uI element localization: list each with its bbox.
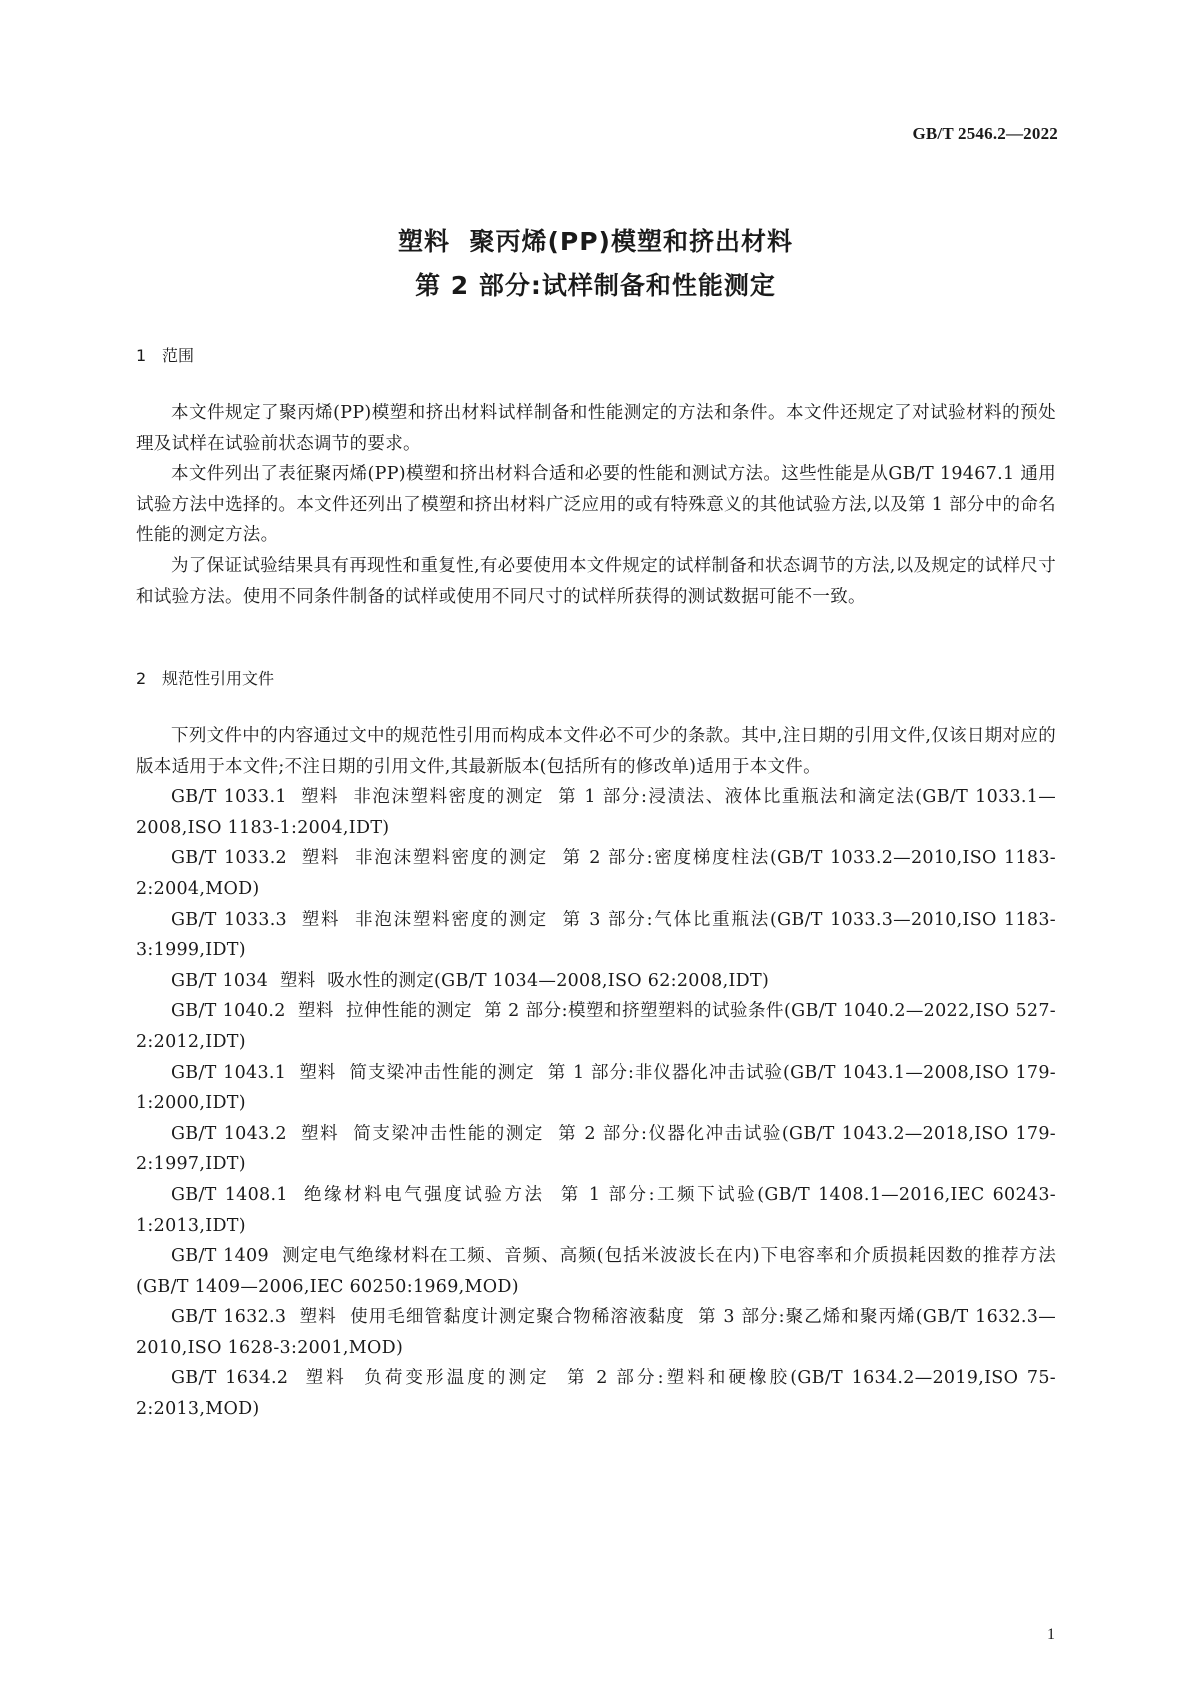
section-2-title: 规范性引用文件 — [162, 669, 275, 688]
reference-entry: GB/T 1409 测定电气绝缘材料在工频、音频、高频(包括米波波长在内)下电容率和介质损耗因数的推荐方法(GB/T 1409—2006,IEC 60250:1969,MOD) — [136, 1246, 1056, 1297]
section-2-heading — [136, 668, 274, 690]
section-1-number: 1 — [136, 346, 147, 365]
reference-entry: GB/T 1634.2 塑料 负荷变形温度的测定 第 2 部分:塑料和硬橡胶(GB/T 1634.2—2019,ISO 75-2:2013,MOD) — [136, 1368, 1056, 1420]
reference-entry: GB/T 1043.2 塑料 简支梁冲击性能的测定 第 2 部分:仪器化冲击试验(GB/T 1043.2—2018,ISO 179-2:1997,IDT) — [136, 1123, 1056, 1175]
section-1-body — [136, 398, 1056, 612]
reference-entry: GB/T 1043.1 塑料 简支梁冲击性能的测定 第 1 部分:非仪器化冲击试验(GB/T 1043.1—2008,ISO 179-1:2000,IDT) — [136, 1062, 1056, 1114]
section-2-number: 2 — [136, 669, 147, 688]
reference-entry: GB/T 1040.2 塑料 拉伸性能的测定 第 2 部分:模塑和挤塑塑料的试验条件(GB/T 1040.2—2022,ISO 527-2:2012,IDT) — [136, 1001, 1056, 1052]
standard-number: GB/T 2546.2—2022 — [912, 124, 1058, 143]
reference-entry: GB/T 1632.3 塑料 使用毛细管黏度计测定聚合物稀溶液黏度 第 3 部分:聚乙烯和聚丙烯(GB/T 1632.3—2010,ISO 1628-3:2001,MOD) — [136, 1307, 1056, 1358]
section-2-intro: 下列文件中的内容通过文中的规范性引用而构成本文件必不可少的条款。其中,注日期的引用文件,仅该日期对应的版本适用于本文件;不注日期的引用文件,其最新版本(包括所有的修改单)适用于本文件。 — [136, 726, 1056, 777]
reference-entry: GB/T 1033.1 塑料 非泡沫塑料密度的测定 第 1 部分:浸渍法、液体比重瓶法和滴定法(GB/T 1033.1—2008,ISO 1183-1:2004,IDT) — [136, 787, 1056, 838]
section-1-paragraph: 本文件列出了表征聚丙烯(PP)模塑和挤出材料合适和必要的性能和测试方法。这些性能是从GB/T 19467.1 通用试验方法中选择的。本文件还列出了模塑和挤出材料广泛应用的或有特殊意义的其他试验方法,以及第 1 部分中的命名性能的测定方法。 — [136, 464, 1056, 546]
reference-entry: GB/T 1033.3 塑料 非泡沫塑料密度的测定 第 3 部分:气体比重瓶法(GB/T 1033.3—2010,ISO 1183-3:1999,IDT) — [136, 909, 1056, 961]
section-1-paragraph: 为了保证试验结果具有再现性和重复性,有必要使用本文件规定的试样制备和状态调节的方法,以及规定的试样尺寸和试验方法。使用不同条件制备的试样或使用不同尺寸的试样所获得的测试数据可能不一致。 — [136, 555, 1056, 607]
document-title-line-2: 第 2 部分:试样制备和性能测定 — [415, 271, 776, 300]
page-number: 1 — [1047, 1626, 1055, 1643]
document-title-line-1: 塑料 聚丙烯(PP)模塑和挤出材料 — [398, 227, 793, 256]
section-2-body — [136, 721, 1056, 1425]
reference-entry: GB/T 1408.1 绝缘材料电气强度试验方法 第 1 部分:工频下试验(GB/T 1408.1—2016,IEC 60243-1:2013,IDT) — [136, 1184, 1056, 1236]
reference-entry: GB/T 1034 塑料 吸水性的测定(GB/T 1034—2008,ISO 62:2008,IDT) — [171, 970, 770, 991]
reference-entry: GB/T 1033.2 塑料 非泡沫塑料密度的测定 第 2 部分:密度梯度柱法(GB/T 1033.2—2010,ISO 1183-2:2004,MOD) — [136, 848, 1056, 899]
section-1-heading — [136, 345, 194, 367]
section-1-title: 范围 — [162, 346, 195, 365]
section-1-paragraph: 本文件规定了聚丙烯(PP)模塑和挤出材料试样制备和性能测定的方法和条件。本文件还规定了对试验材料的预处理及试样在试验前状态调节的要求。 — [136, 403, 1056, 454]
